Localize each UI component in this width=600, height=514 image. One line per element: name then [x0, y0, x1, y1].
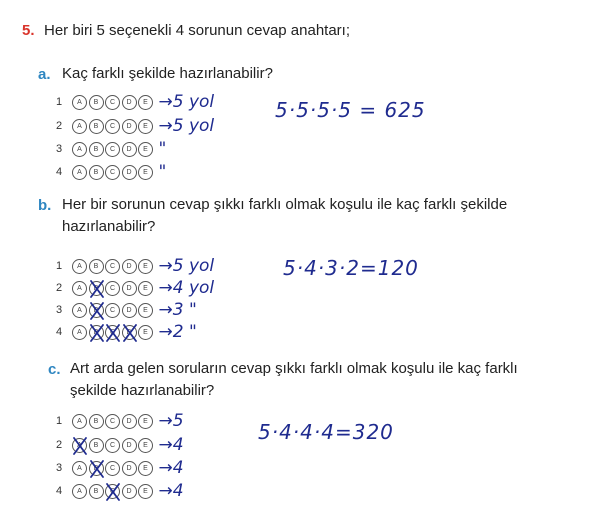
option-bubble-d[interactable]	[122, 438, 137, 453]
option-letter: E	[143, 306, 148, 314]
row-number: 3	[56, 304, 63, 316]
handwritten-note: →5 yol	[158, 256, 215, 276]
option-bubble-b[interactable]	[89, 259, 104, 274]
option-letter: B	[93, 487, 99, 495]
option-letter: B	[93, 417, 99, 425]
option-bubble-b[interactable]	[89, 325, 104, 340]
option-letter: D	[126, 328, 132, 336]
answer-sheet-a	[56, 92, 276, 182]
option-bubble-c[interactable]	[105, 438, 120, 453]
option-letter: A	[77, 487, 82, 495]
option-bubble-c[interactable]	[105, 461, 120, 476]
option-letter: C	[109, 98, 116, 106]
option-bubble-a[interactable]	[72, 165, 87, 180]
option-bubble-a[interactable]	[72, 142, 87, 157]
option-bubble-c[interactable]	[105, 119, 120, 134]
option-letter: C	[109, 441, 116, 449]
part-a-letter: a.	[38, 66, 51, 83]
option-bubble-e[interactable]	[138, 119, 153, 134]
option-bubble-c[interactable]	[105, 142, 120, 157]
row-number: 4	[56, 326, 63, 338]
option-letter: C	[109, 262, 116, 270]
option-letter: E	[143, 487, 148, 495]
part-b-letter: b.	[38, 197, 52, 214]
option-letter: A	[77, 168, 82, 176]
handwritten-note: "	[158, 162, 167, 182]
part-a-question: Kaç farklı şekilde hazırlanabilir?	[62, 65, 273, 82]
option-bubble-d[interactable]	[122, 165, 137, 180]
option-bubble-d[interactable]	[122, 119, 137, 134]
option-letter: A	[77, 98, 82, 106]
option-letter: A	[77, 417, 82, 425]
bubble-row	[56, 116, 214, 136]
option-bubble-b[interactable]	[89, 414, 104, 429]
option-letter: E	[143, 168, 148, 176]
option-letter: B	[93, 441, 99, 449]
option-letter: A	[77, 145, 82, 153]
bubble-row	[56, 256, 214, 276]
option-bubble-b[interactable]	[89, 303, 104, 318]
option-bubble-d[interactable]	[122, 95, 137, 110]
row-number: 1	[56, 415, 63, 427]
option-bubble-a[interactable]	[72, 303, 87, 318]
option-letter: A	[77, 328, 82, 336]
bubble-row	[56, 300, 197, 320]
option-bubble-b[interactable]	[89, 484, 104, 499]
part-b-question-line1: Her bir sorunun cevap şıkkı farklı olmak koşulu ile kaç farklı şekilde	[62, 196, 508, 213]
bubble-row	[56, 481, 184, 501]
option-bubble-a[interactable]	[72, 281, 87, 296]
row-number: 3	[56, 143, 63, 155]
option-bubble-a[interactable]	[72, 95, 87, 110]
option-letter: E	[143, 417, 148, 425]
option-letter: A	[77, 262, 82, 270]
handwritten-note: →2 "	[158, 322, 197, 342]
option-bubble-a[interactable]	[72, 438, 87, 453]
handwritten-note: →5 yol	[158, 116, 215, 136]
part-b-question-line2: hazırlanabilir?	[62, 218, 156, 235]
option-bubble-b[interactable]	[89, 461, 104, 476]
option-bubble-d[interactable]	[122, 325, 137, 340]
option-bubble-c[interactable]	[105, 484, 120, 499]
option-bubble-d[interactable]	[122, 461, 137, 476]
option-bubble-c[interactable]	[105, 95, 120, 110]
answer-sheet-c	[56, 411, 276, 501]
handwritten-note: →5 yol	[158, 92, 215, 112]
option-letter: D	[126, 168, 132, 176]
option-bubble-b[interactable]	[89, 165, 104, 180]
bubble-row	[56, 92, 214, 112]
option-bubble-a[interactable]	[72, 325, 87, 340]
option-bubble-a[interactable]	[72, 484, 87, 499]
bubble-row	[56, 435, 184, 455]
option-letter: B	[93, 464, 99, 472]
option-bubble-c[interactable]	[105, 259, 120, 274]
option-letter: D	[126, 487, 132, 495]
option-letter: B	[93, 98, 99, 106]
option-letter: B	[93, 306, 99, 314]
option-bubble-e[interactable]	[138, 142, 153, 157]
handwritten-note: →4	[158, 481, 184, 501]
row-number: 2	[56, 439, 63, 451]
bubble-row	[56, 278, 214, 298]
handwritten-note: "	[158, 139, 167, 159]
handwritten-note: →3 "	[158, 300, 197, 320]
option-bubble-a[interactable]	[72, 414, 87, 429]
option-bubble-e[interactable]	[138, 95, 153, 110]
row-number: 3	[56, 462, 63, 474]
handwritten-answer-b: 5·4·3·2=120	[283, 256, 419, 280]
option-bubble-b[interactable]	[89, 95, 104, 110]
handwritten-note: →5	[158, 411, 184, 431]
option-bubble-d[interactable]	[122, 142, 137, 157]
option-letter: B	[93, 284, 99, 292]
part-c-question-line2: şekilde hazırlanabilir?	[70, 382, 215, 399]
option-letter: D	[126, 417, 132, 425]
part-c-letter: c.	[48, 361, 61, 378]
bubble-row	[56, 322, 197, 342]
bubble-row	[56, 411, 184, 431]
row-number: 1	[56, 96, 63, 108]
option-letter: C	[109, 487, 116, 495]
option-letter: B	[93, 328, 99, 336]
option-letter: D	[126, 284, 132, 292]
option-letter: C	[109, 306, 116, 314]
part-c-question-line1: Art arda gelen soruların cevap şıkkı farklı olmak koşulu ile kaç farklı	[70, 360, 518, 377]
row-number: 4	[56, 166, 63, 178]
option-letter: D	[126, 441, 132, 449]
option-bubble-a[interactable]	[72, 259, 87, 274]
bubble-row	[56, 139, 166, 159]
option-bubble-b[interactable]	[89, 142, 104, 157]
option-bubble-b[interactable]	[89, 119, 104, 134]
option-bubble-e[interactable]	[138, 165, 153, 180]
option-letter: B	[93, 145, 99, 153]
option-bubble-e[interactable]	[138, 484, 153, 499]
option-letter: A	[77, 441, 82, 449]
option-bubble-c[interactable]	[105, 325, 120, 340]
option-bubble-d[interactable]	[122, 281, 137, 296]
option-letter: E	[143, 145, 148, 153]
option-bubble-e[interactable]	[138, 303, 153, 318]
option-letter: D	[126, 262, 132, 270]
answer-sheet-b	[56, 256, 276, 346]
question-text: Her biri 5 seçenekli 4 sorunun cevap anahtarı;	[44, 22, 351, 39]
option-letter: E	[143, 98, 148, 106]
option-bubble-e[interactable]	[138, 325, 153, 340]
handwritten-answer-c: 5·4·4·4=320	[258, 420, 394, 444]
option-letter: C	[109, 168, 116, 176]
option-letter: C	[109, 464, 116, 472]
question-number: 5.	[22, 22, 35, 39]
option-bubble-e[interactable]	[138, 461, 153, 476]
option-bubble-c[interactable]	[105, 414, 120, 429]
handwritten-note: →4	[158, 458, 184, 478]
bubble-row	[56, 162, 166, 182]
bubble-row	[56, 458, 184, 478]
option-letter: B	[93, 262, 99, 270]
option-letter: C	[109, 328, 116, 336]
row-number: 2	[56, 282, 63, 294]
option-letter: B	[93, 122, 99, 130]
option-bubble-c[interactable]	[105, 281, 120, 296]
handwritten-note: →4 yol	[158, 278, 215, 298]
option-bubble-a[interactable]	[72, 119, 87, 134]
option-letter: A	[77, 122, 82, 130]
option-letter: D	[126, 98, 132, 106]
row-number: 4	[56, 485, 63, 497]
option-bubble-e[interactable]	[138, 414, 153, 429]
option-letter: C	[109, 122, 116, 130]
option-letter: C	[109, 284, 116, 292]
option-letter: A	[77, 306, 82, 314]
option-letter: D	[126, 145, 132, 153]
option-letter: C	[109, 145, 116, 153]
handwritten-answer-a: 5·5·5·5 = 625	[275, 98, 426, 122]
row-number: 1	[56, 260, 63, 272]
option-letter: A	[77, 284, 82, 292]
option-bubble-d[interactable]	[122, 303, 137, 318]
handwritten-note: →4	[158, 435, 184, 455]
option-letter: D	[126, 464, 132, 472]
option-bubble-d[interactable]	[122, 414, 137, 429]
option-bubble-b[interactable]	[89, 281, 104, 296]
option-bubble-e[interactable]	[138, 281, 153, 296]
option-bubble-e[interactable]	[138, 259, 153, 274]
option-letter: B	[93, 168, 99, 176]
option-bubble-d[interactable]	[122, 259, 137, 274]
option-bubble-c[interactable]	[105, 165, 120, 180]
option-bubble-c[interactable]	[105, 303, 120, 318]
option-letter: E	[143, 328, 148, 336]
option-letter: E	[143, 122, 148, 130]
option-letter: D	[126, 306, 132, 314]
row-number: 2	[56, 120, 63, 132]
option-letter: C	[109, 417, 116, 425]
option-letter: E	[143, 262, 148, 270]
option-bubble-a[interactable]	[72, 461, 87, 476]
option-letter: E	[143, 284, 148, 292]
option-bubble-b[interactable]	[89, 438, 104, 453]
option-letter: A	[77, 464, 82, 472]
option-letter: E	[143, 441, 148, 449]
option-letter: D	[126, 122, 132, 130]
option-bubble-e[interactable]	[138, 438, 153, 453]
option-bubble-d[interactable]	[122, 484, 137, 499]
option-letter: E	[143, 464, 148, 472]
